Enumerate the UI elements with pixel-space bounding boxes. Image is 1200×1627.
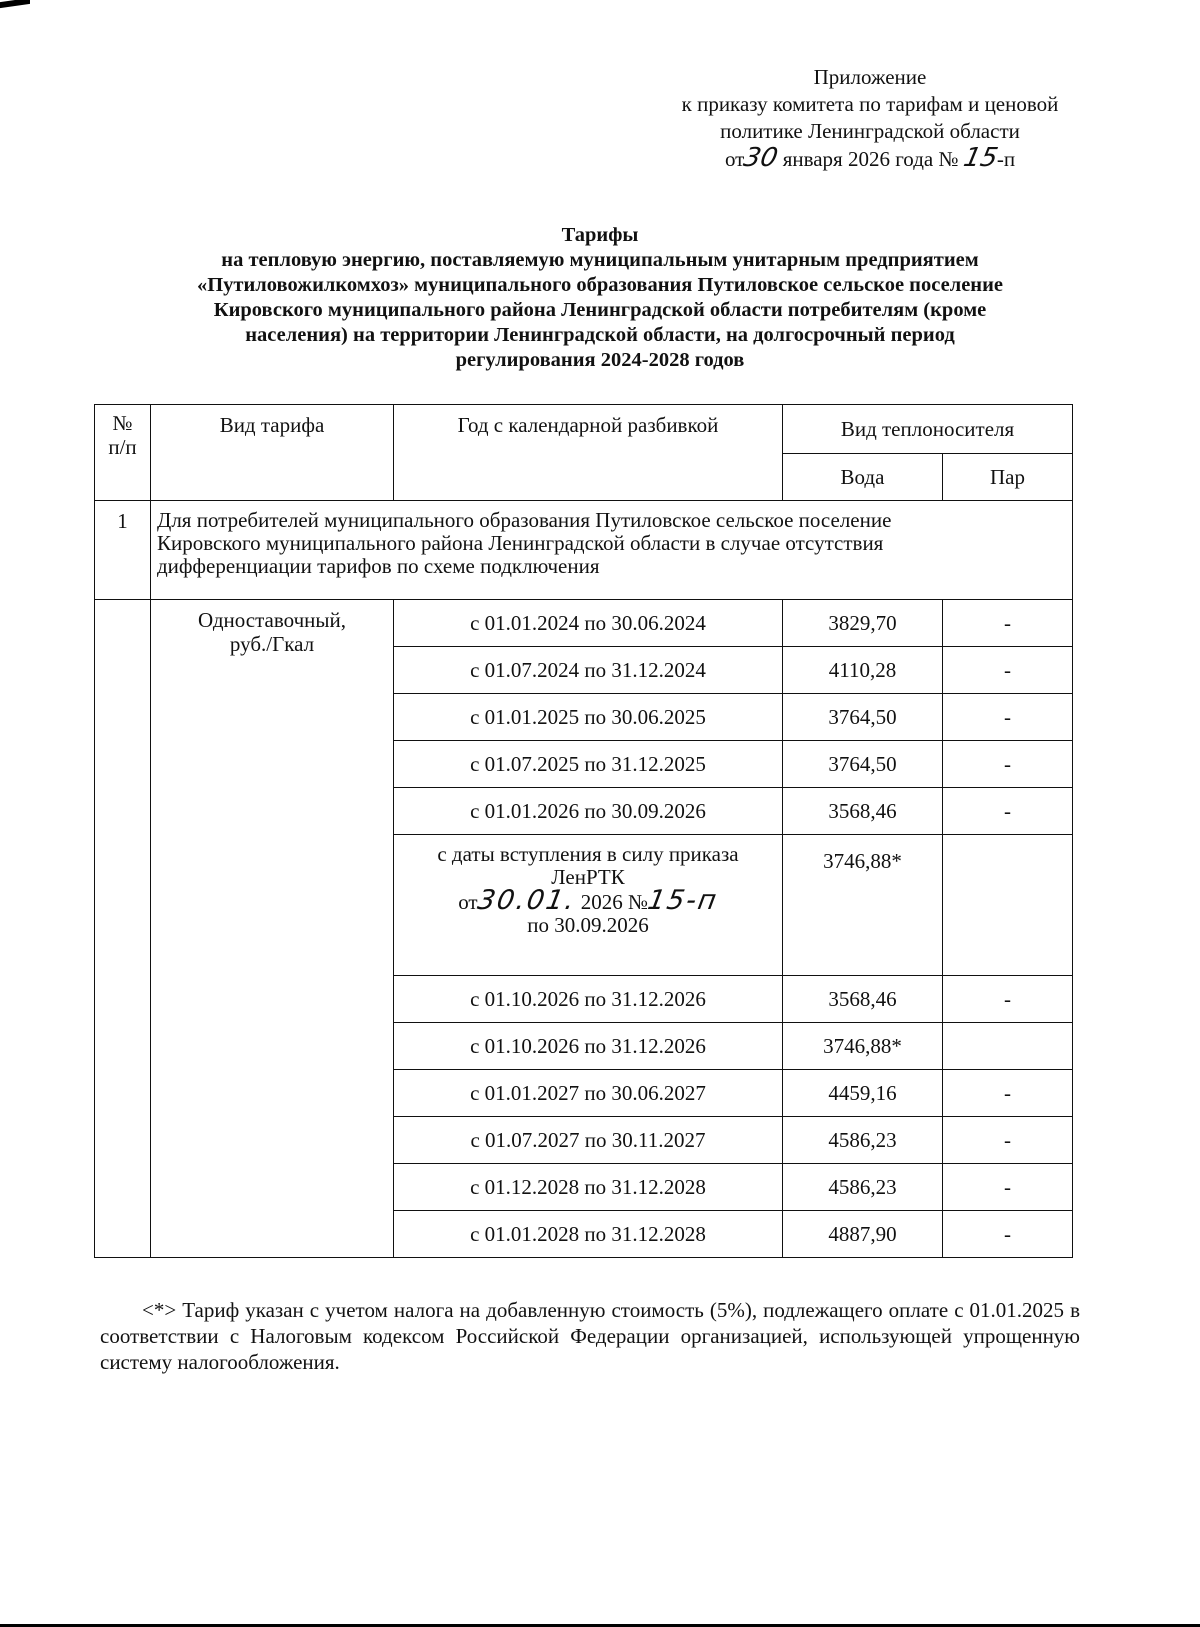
header-steam: Пар xyxy=(943,454,1073,501)
period-cell xyxy=(394,835,783,976)
tariff-type-cell xyxy=(151,600,394,1258)
appendix-committee: политике Ленинградской области xyxy=(720,119,1020,143)
steam-value: - xyxy=(943,647,1073,694)
scan-artifact xyxy=(0,0,30,8)
handwritten-date: 30.01. xyxy=(474,885,579,916)
period-line: по 30.09.2026 xyxy=(527,913,649,937)
period-cell: с 01.07.2025 по 31.12.2025 xyxy=(394,741,783,788)
date-text: января 2026 года № xyxy=(777,147,964,171)
group-line: дифференциации тарифов по схеме подключения xyxy=(157,554,600,578)
water-value: 3746,88* xyxy=(783,835,943,976)
water-value: 3764,50 xyxy=(783,741,943,788)
period-cell: с 01.01.2027 по 30.06.2027 xyxy=(394,1070,783,1117)
group-line: Кировского муниципального района Ленинградской области в случае отсутствия xyxy=(157,531,884,555)
header-water: Вода xyxy=(783,454,943,501)
period-cell: с 01.10.2026 по 31.12.2026 xyxy=(394,976,783,1023)
period-line xyxy=(394,885,782,916)
appendix-order-ref: к приказу комитета по тарифам и ценовой xyxy=(681,92,1059,116)
period-cell: с 01.01.2024 по 30.06.2024 xyxy=(394,600,783,647)
group-line: Для потребителей муниципального образования Путиловское сельское поселение xyxy=(157,508,892,532)
period-cell: с 01.10.2026 по 31.12.2026 xyxy=(394,1023,783,1070)
water-value: 3829,70 xyxy=(783,600,943,647)
title-line: «Путиловожилкомхоз» муниципального образования Путиловское сельское поселение xyxy=(196,274,1004,296)
period-cell: с 01.01.2028 по 31.12.2028 xyxy=(394,1211,783,1258)
empty-number-cell xyxy=(95,600,151,1258)
water-value: 3746,88* xyxy=(783,1023,943,1070)
steam-value: - xyxy=(943,1164,1073,1211)
steam-value: - xyxy=(943,1211,1073,1258)
appendix-header xyxy=(640,64,1100,173)
date-prefix: от xyxy=(724,147,745,171)
title-line: Кировского муниципального района Ленинградской области потребителям (кроме xyxy=(213,299,987,321)
table-row xyxy=(95,600,1073,647)
period-cell: с 01.07.2027 по 30.11.2027 xyxy=(394,1117,783,1164)
appendix-date-line xyxy=(640,145,1100,173)
steam-value: - xyxy=(943,1070,1073,1117)
tariff-table xyxy=(94,404,1073,1258)
document-title xyxy=(100,223,1100,373)
group-description xyxy=(151,501,1073,600)
title-heading: Тарифы xyxy=(561,224,639,246)
water-value: 4586,23 xyxy=(783,1117,943,1164)
steam-value: - xyxy=(943,788,1073,835)
period-cell: с 01.01.2026 по 30.09.2026 xyxy=(394,788,783,835)
steam-value xyxy=(943,1023,1073,1070)
steam-value: - xyxy=(943,600,1073,647)
steam-value xyxy=(943,835,1073,976)
water-value: 4110,28 xyxy=(783,647,943,694)
water-value: 3568,46 xyxy=(783,976,943,1023)
water-value: 3568,46 xyxy=(783,788,943,835)
water-value: 4887,90 xyxy=(783,1211,943,1258)
header-tariff-type: Вид тарифа xyxy=(151,405,394,501)
period-year: 2026 № xyxy=(575,890,649,914)
title-line: населения) на территории Ленинградской области, на долгосрочный период xyxy=(245,324,955,346)
water-value: 4586,23 xyxy=(783,1164,943,1211)
header-year: Год с календарной разбивкой xyxy=(394,405,783,501)
header-heat-carrier: Вид теплоносителя xyxy=(783,405,1073,454)
period-cell: с 01.01.2025 по 30.06.2025 xyxy=(394,694,783,741)
water-value: 4459,16 xyxy=(783,1070,943,1117)
steam-value: - xyxy=(943,976,1073,1023)
group-row xyxy=(95,501,1073,600)
water-value: 3764,50 xyxy=(783,694,943,741)
header-number-abbr: п/п xyxy=(108,435,137,459)
header-number xyxy=(95,405,151,501)
period-cell: с 01.07.2024 по 31.12.2024 xyxy=(394,647,783,694)
appendix-label: Приложение xyxy=(813,65,927,89)
order-suffix: -п xyxy=(996,147,1016,171)
footnote: <*> Тариф указан с учетом налога на добавленную стоимость (5%), подлежащего оплате с 01.01.2025 в соответствии с Налоговым кодексом Российской Федерации организацией, использующей упрощенную систему налогообложения. xyxy=(100,1298,1080,1374)
header-number-symbol: № xyxy=(112,411,133,435)
title-line: на тепловую энергию, поставляемую муниципальным унитарным предприятием xyxy=(221,249,979,271)
handwritten-order-number: 15-п xyxy=(645,885,721,916)
period-line: с даты вступления в силу приказа xyxy=(437,842,739,866)
handwritten-order-number: 15 xyxy=(960,143,1001,173)
steam-value: - xyxy=(943,694,1073,741)
tariff-type-unit: руб./Гкал xyxy=(229,632,315,656)
title-line: регулирования 2024-2028 годов xyxy=(455,349,745,371)
period-from: от xyxy=(458,890,478,914)
group-number: 1 xyxy=(95,501,151,600)
handwritten-day: 30 xyxy=(741,143,781,173)
tariff-type-name: Одноставочный, xyxy=(197,608,347,632)
period-cell: с 01.12.2028 по 31.12.2028 xyxy=(394,1164,783,1211)
table-header-row xyxy=(95,405,1073,454)
steam-value: - xyxy=(943,741,1073,788)
steam-value: - xyxy=(943,1117,1073,1164)
period-line: ЛенРТК xyxy=(551,865,625,889)
